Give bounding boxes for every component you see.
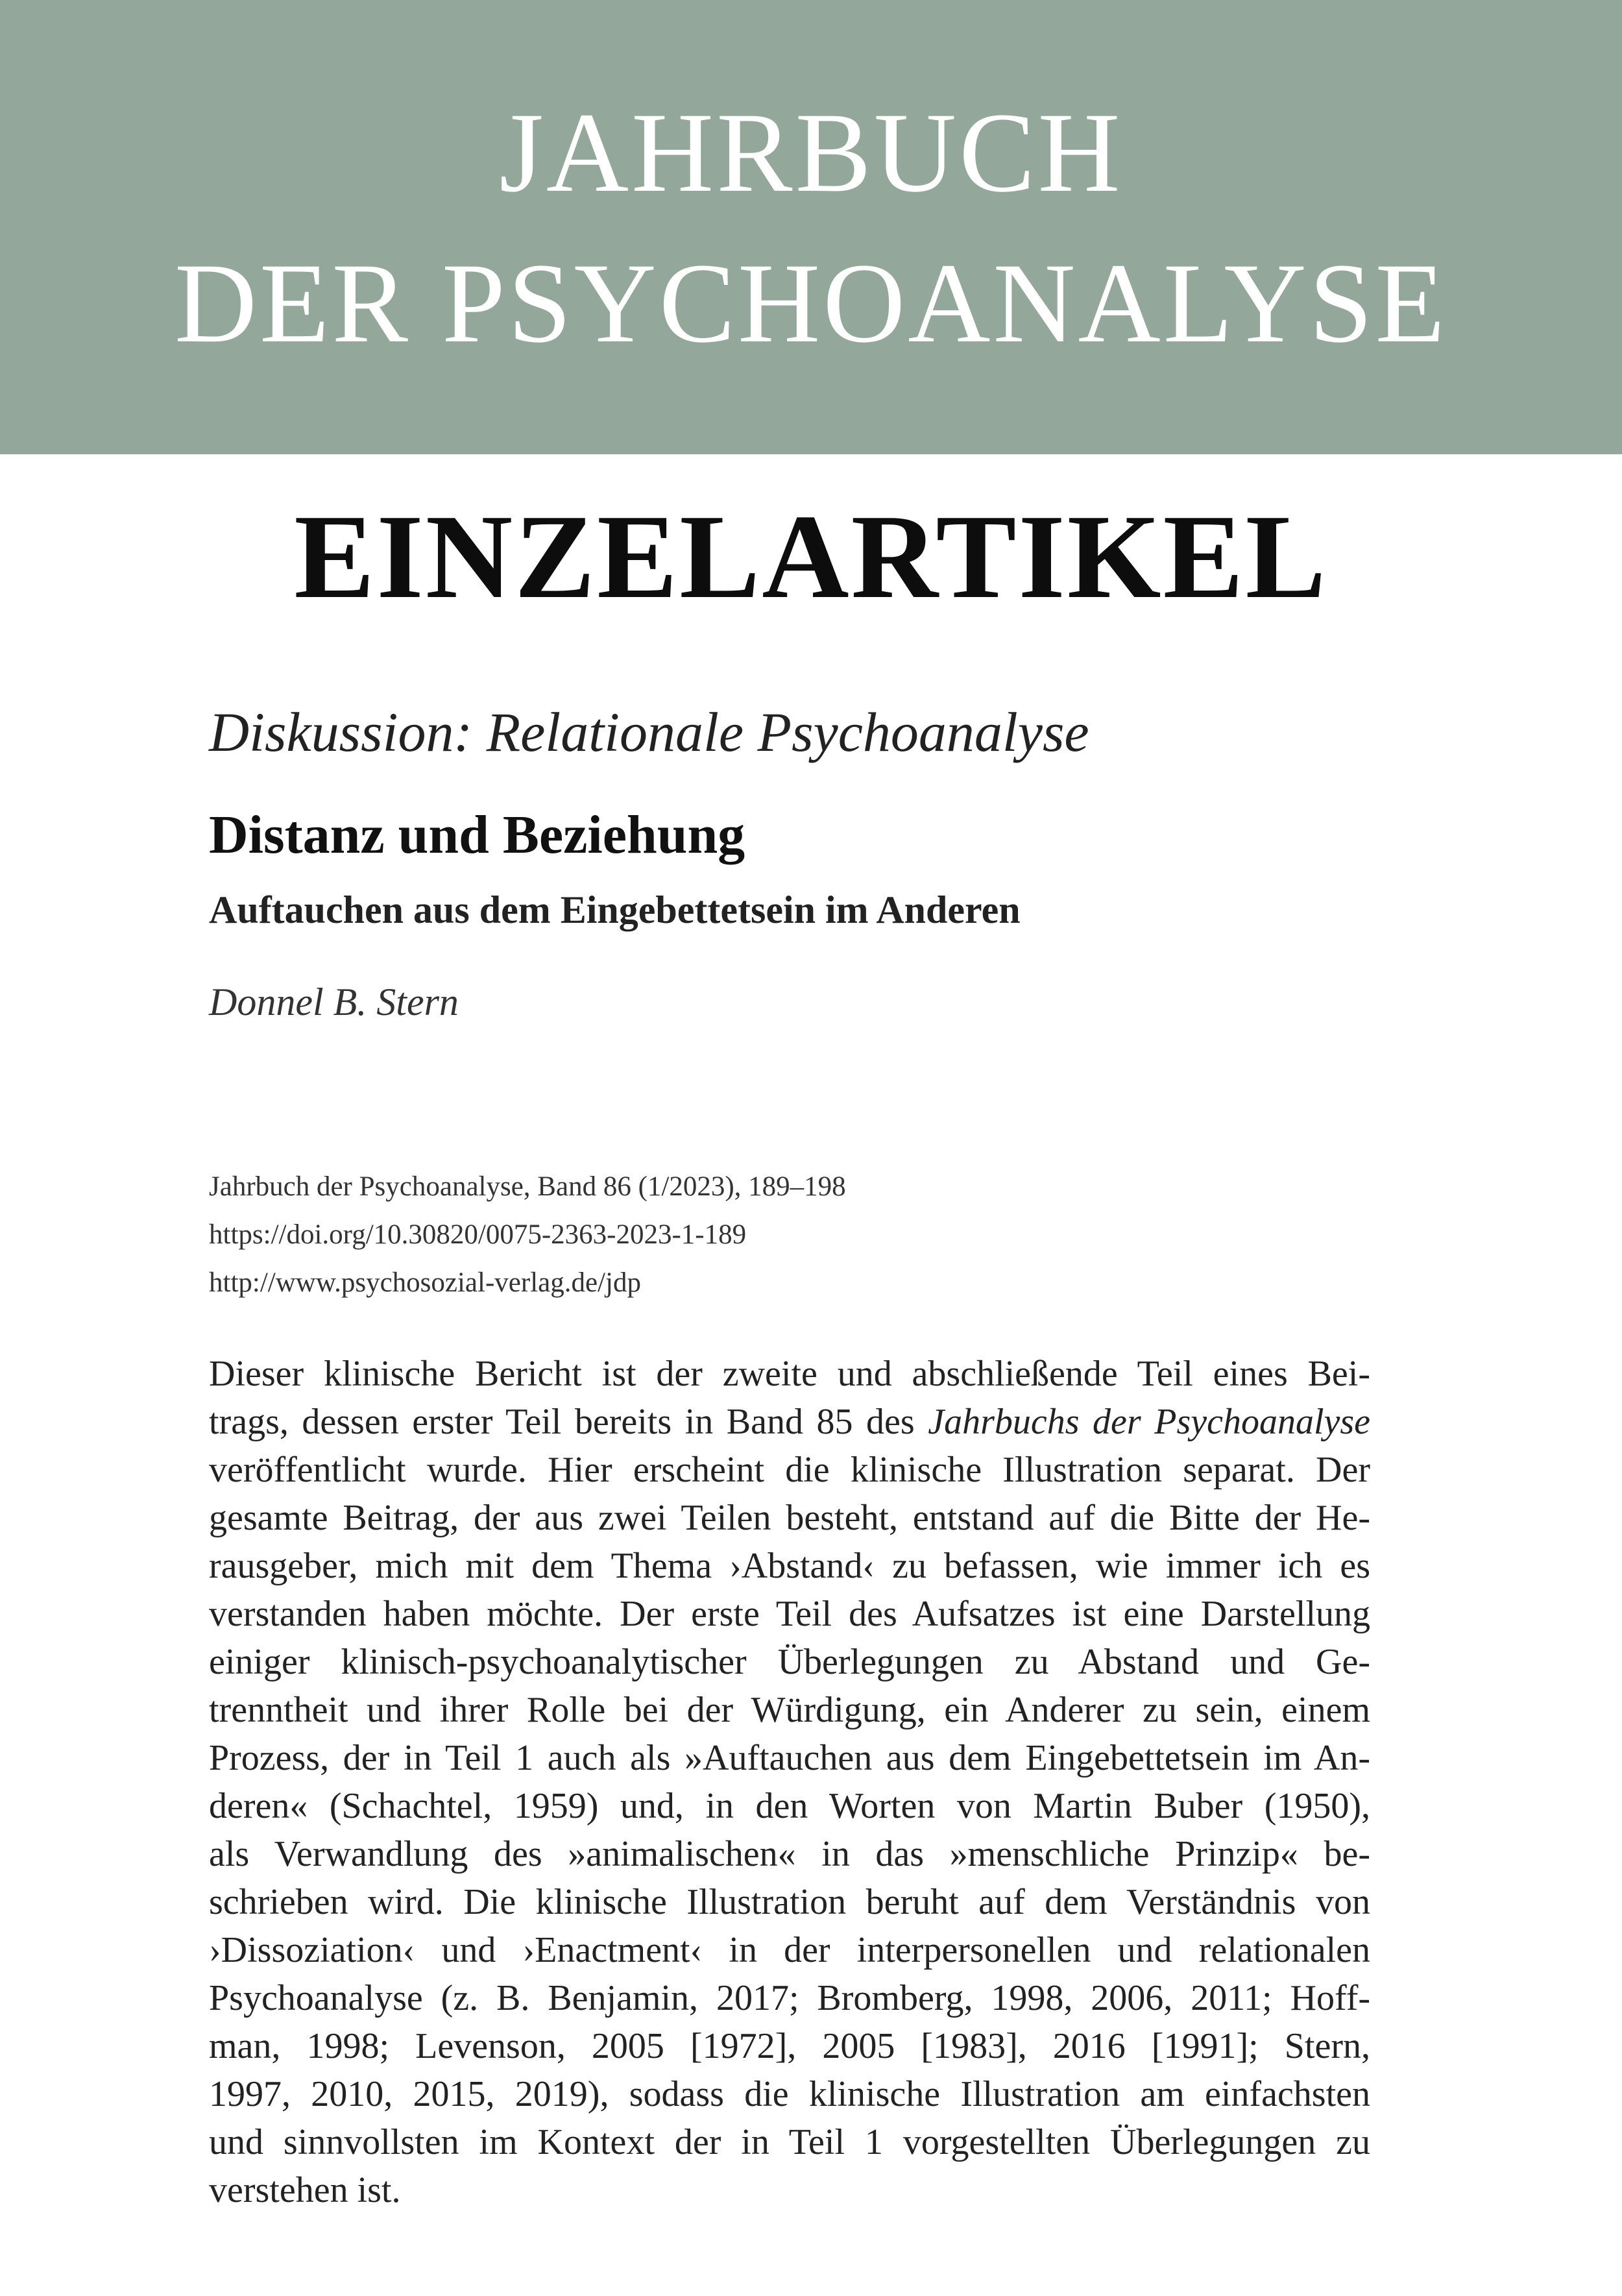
journal-title-line-2: DER PSYCHOANALYSE [174, 240, 1448, 367]
journal-banner [0, 0, 1622, 454]
abstract-line: Prozess, der in Teil 1 auch als »Auftauchen aus dem Eingebettetsein im An- [209, 1738, 1370, 1778]
abstract-line: schrieben wird. Die klinische Illustration beruht auf dem Verständnis von [209, 1882, 1370, 1922]
abstract-line: einiger klinisch-psychoanalytischer Überlegungen zu Abstand und Ge- [209, 1642, 1370, 1682]
doi-link[interactable]: https://doi.org/10.30820/0075-2363-2023-1-189 [209, 1219, 747, 1250]
abstract-body [209, 1350, 1370, 2214]
article-title: Distanz und Beziehung [209, 805, 745, 865]
publication-metadata [209, 1163, 1377, 1307]
abstract-line: veröffentlicht wurde. Hier erscheint die klinische Illustration separat. Der [209, 1450, 1370, 1490]
article-author: Donnel B. Stern [209, 981, 459, 1023]
citation-text: Jahrbuch der Psychoanalyse, Band 86 (1/2023), 189–198 [209, 1171, 846, 1202]
abstract-line: rausgeber, mich mit dem Thema ›Abstand‹ zu befassen, wie immer ich es [209, 1546, 1370, 1586]
journal-title-line-1: JAHRBUCH [499, 90, 1123, 216]
abstract-line-text: trags, dessen erster Teil bereits in Band 85 des [209, 1402, 915, 1442]
abstract-line: verstanden haben möchte. Der erste Teil des Aufsatzes ist eine Darstellung [209, 1594, 1370, 1634]
journal-name-italic: Jahrbuchs der Psychoanalyse [928, 1402, 1371, 1442]
section-label: Diskussion: Relationale Psychoanalyse [209, 701, 1089, 763]
abstract-line: Dieser klinische Bericht ist der zweite und abschließende Teil eines Bei- [209, 1354, 1370, 1394]
abstract-line: deren« (Schachtel, 1959) und, in den Worten von Martin Buber (1950), [209, 1786, 1370, 1826]
abstract-line: gesamte Beitrag, der aus zwei Teilen besteht, entstand auf die Bitte der He- [209, 1498, 1370, 1538]
abstract-line: und sinnvollsten im Kontext der in Teil 1 vorgestellten Überlegungen zu [209, 2122, 1370, 2162]
abstract-line: man, 1998; Levenson, 2005 [1972], 2005 [1983], 2016 [1991]; Stern, [209, 2026, 1370, 2066]
abstract-line [209, 1398, 1370, 1446]
abstract-line: ›Dissoziation‹ und ›Enactment‹ in der interpersonellen und relationalen [209, 1930, 1370, 1970]
article-subtitle: Auftauchen aus dem Eingebettetsein im Anderen [209, 888, 1021, 931]
abstract-line: 1997, 2010, 2015, 2019), sodass die klinische Illustration am einfachsten [209, 2074, 1370, 2114]
abstract-line: als Verwandlung des »animalischen« in das »menschliche Prinzip« be- [209, 1834, 1370, 1874]
abstract-line: Psychoanalyse (z. B. Benjamin, 2017; Bromberg, 1998, 2006, 2011; Hoff- [209, 1978, 1370, 2018]
document-type-heading: EINZELARTIKEL [294, 490, 1328, 624]
abstract-line: trenntheit und ihrer Rolle bei der Würdigung, ein Anderer zu sein, einem [209, 1690, 1370, 1730]
journal-url-link[interactable]: http://www.psychosozial-verlag.de/jdp [209, 1267, 641, 1298]
abstract-line: verstehen ist. [209, 2170, 401, 2210]
